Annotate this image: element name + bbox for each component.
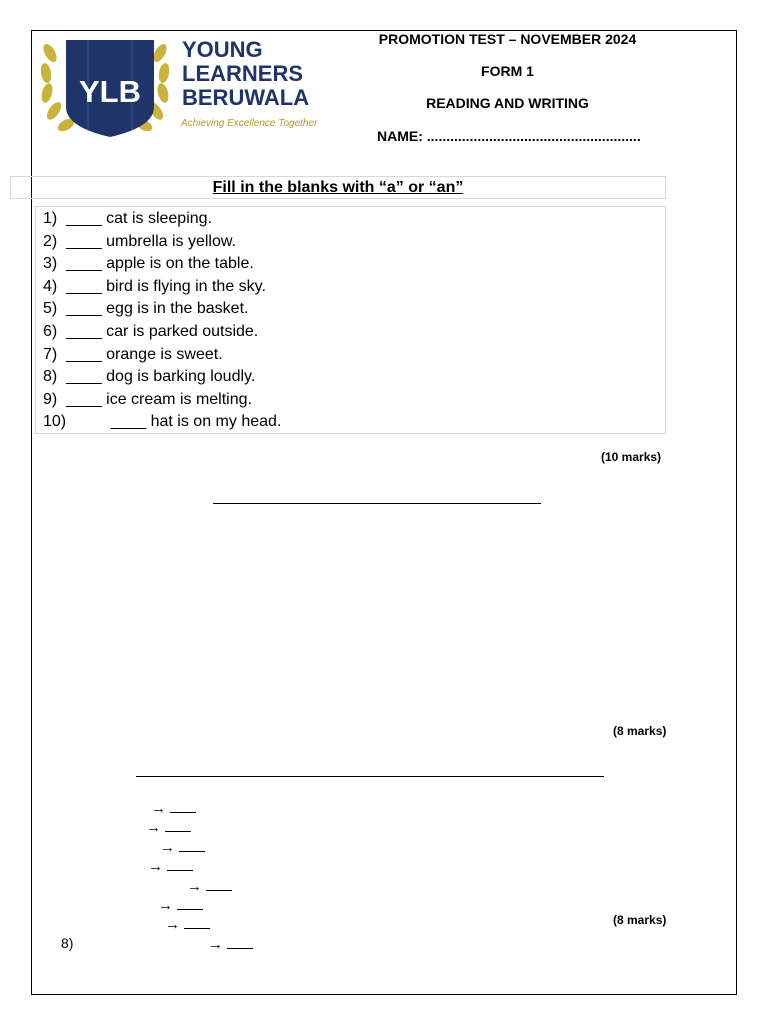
arrow-icon: → bbox=[146, 819, 161, 836]
arrow-icon: → bbox=[158, 897, 173, 914]
answer-blank bbox=[184, 914, 210, 929]
section1-marks: (10 marks) bbox=[601, 450, 662, 464]
list-item: 6) ____ car is parked outside. bbox=[43, 323, 259, 340]
arrow-icon: → bbox=[148, 858, 163, 875]
arrow-blank-item bbox=[165, 914, 210, 933]
answer-blank bbox=[227, 934, 253, 949]
logo-initials: YLB bbox=[79, 74, 141, 109]
list-item: 5) ____ egg is in the basket. bbox=[43, 300, 249, 317]
arrow-blank-item bbox=[187, 876, 232, 895]
arrow-icon: → bbox=[151, 800, 166, 817]
form-label: FORM 1 bbox=[481, 63, 534, 79]
list-item: 10) ____ hat is on my head. bbox=[43, 413, 282, 430]
answer-blank bbox=[170, 798, 196, 813]
answer-blank bbox=[167, 856, 193, 871]
answer-blank bbox=[165, 817, 191, 832]
divider-line bbox=[136, 776, 604, 777]
subject-label: READING AND WRITING bbox=[426, 95, 589, 111]
arrow-icon: → bbox=[165, 916, 180, 933]
test-title: PROMOTION TEST – NOVEMBER 2024 bbox=[378, 31, 637, 47]
section3-marks: (8 marks) bbox=[613, 913, 667, 927]
list-item: 4) ____ bird is flying in the sky. bbox=[43, 278, 266, 295]
question-number: 8) bbox=[61, 935, 74, 951]
list-item: 3) ____ apple is on the table. bbox=[43, 255, 254, 272]
list-item: 8) ____ dog is barking loudly. bbox=[43, 368, 256, 385]
arrow-blank-item bbox=[146, 817, 191, 836]
arrow-blank-item bbox=[158, 895, 203, 914]
fill-blanks-list bbox=[35, 206, 666, 434]
arrow-blank-item bbox=[148, 856, 193, 875]
arrow-blank-item bbox=[151, 798, 196, 817]
answer-blank bbox=[177, 895, 203, 910]
arrow-icon: → bbox=[208, 936, 223, 953]
answer-blank bbox=[206, 876, 232, 891]
section1-title: Fill in the blanks with “a” or “an” bbox=[212, 179, 464, 196]
list-item: 9) ____ ice cream is melting. bbox=[43, 391, 252, 408]
page-border bbox=[31, 30, 737, 995]
arrow-icon: → bbox=[187, 878, 202, 895]
section1-title-box bbox=[10, 176, 666, 199]
logo-tagline: Achieving Excellence Together bbox=[181, 118, 318, 129]
section2-marks: (8 marks) bbox=[613, 724, 667, 738]
arrow-blank-item bbox=[208, 934, 253, 953]
arrow-blank-item bbox=[160, 837, 205, 856]
logo-line2: LEARNERS bbox=[182, 61, 304, 86]
logo-line3: BERUWALA bbox=[182, 85, 310, 110]
arrow-icon: → bbox=[160, 839, 175, 856]
school-logo bbox=[36, 35, 326, 145]
name-field-label: NAME: ....................................................... bbox=[377, 128, 641, 144]
list-item: 1) ____ cat is sleeping. bbox=[43, 210, 212, 227]
divider-line bbox=[213, 503, 541, 504]
answer-blank bbox=[179, 837, 205, 852]
list-item: 7) ____ orange is sweet. bbox=[43, 346, 223, 363]
logo-line1: YOUNG bbox=[182, 37, 263, 62]
list-item: 2) ____ umbrella is yellow. bbox=[43, 233, 236, 250]
